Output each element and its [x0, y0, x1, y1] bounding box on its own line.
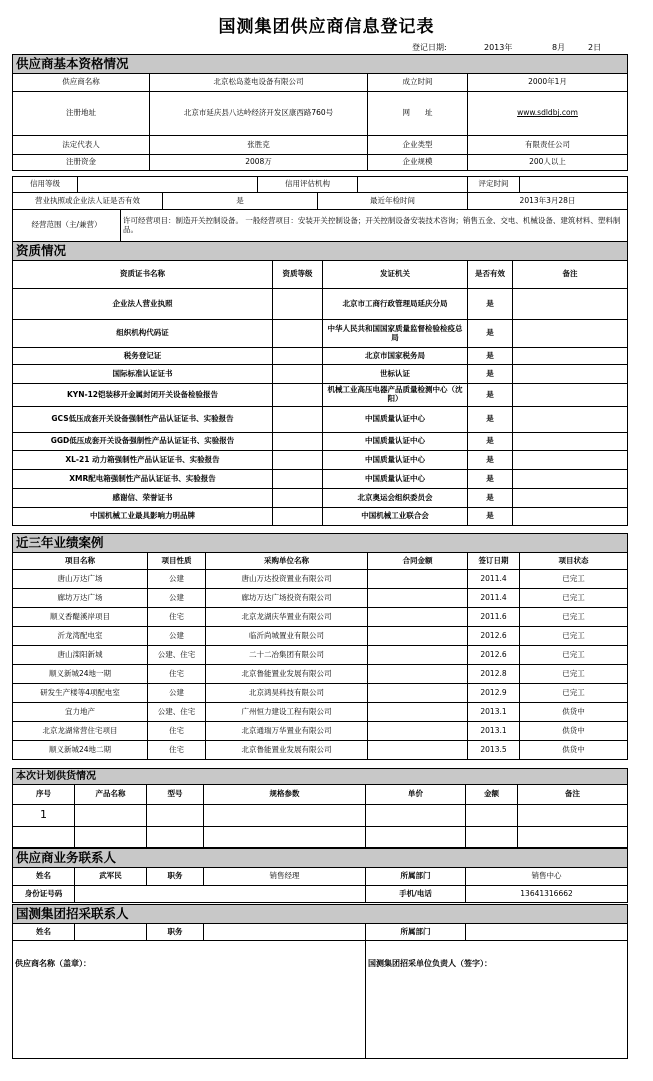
case-amount [368, 741, 468, 760]
qual-valid: 是 [468, 451, 513, 470]
page-title: 国测集团供应商信息登记表 [218, 17, 435, 37]
case-status: 供货中 [520, 722, 628, 741]
credit-label: 信用等级 [13, 177, 78, 193]
qual-valid: 是 [468, 508, 513, 526]
qual-valid: 是 [468, 365, 513, 384]
plan-header-model: 型号 [147, 785, 204, 805]
qual-header-name: 资质证书名称 [13, 261, 273, 289]
case-status: 供货中 [520, 703, 628, 722]
case-date: 2013.1 [468, 722, 520, 741]
scale-label: 企业规模 [368, 155, 468, 171]
capital-label: 注册资金 [13, 155, 150, 171]
qualification-row [13, 365, 628, 384]
qual-name: 中国机械工业最具影响力明品牌 [13, 508, 273, 526]
plan-header-price: 单价 [366, 785, 466, 805]
date-month: 8月 [552, 43, 566, 52]
qual-level [273, 384, 323, 407]
case-date: 2012.9 [468, 684, 520, 703]
case-row [13, 570, 628, 589]
contact-id-label: 身份证号码 [13, 886, 75, 903]
credit-table [12, 176, 628, 193]
case-amount [368, 589, 468, 608]
qual-issuer: 中国质量认证中心 [323, 451, 468, 470]
qual-note [513, 489, 628, 508]
qual-level [273, 348, 323, 365]
case-amount [368, 627, 468, 646]
cases-table [12, 533, 628, 760]
case-row [13, 665, 628, 684]
plan-row-no: 1 [13, 805, 75, 827]
qual-name: 组织机构代码证 [13, 320, 273, 348]
section-qualification: 资质情况 [13, 242, 628, 261]
gc-dept-label: 所属部门 [366, 924, 466, 941]
qual-name: 感谢信、荣誉证书 [13, 489, 273, 508]
annual-label: 营业执照或企业法人证是否有效 [13, 193, 163, 210]
scope-table [12, 209, 628, 242]
qual-note [513, 451, 628, 470]
case-header-buyer: 采购单位名称 [206, 553, 368, 570]
case-row [13, 627, 628, 646]
qual-issuer: 中国质量认证中心 [323, 433, 468, 451]
case-amount [368, 684, 468, 703]
qualification-row [13, 407, 628, 433]
qual-valid: 是 [468, 384, 513, 407]
date-label: 登记日期: [412, 43, 447, 52]
recent-check-label: 最近年检时间 [318, 193, 468, 210]
supplier-seal-label: 供应商名称（盖章）： [13, 941, 366, 1059]
case-buyer: 唐山万达投资置业有限公司 [206, 570, 368, 589]
qual-valid: 是 [468, 320, 513, 348]
qual-issuer: 中国质量认证中心 [323, 407, 468, 433]
case-nature: 公建 [148, 570, 206, 589]
qualification-row [13, 433, 628, 451]
qual-issuer: 机械工业高压电器产品质量检测中心（沈阳） [323, 384, 468, 407]
qual-valid: 是 [468, 348, 513, 365]
case-buyer: 广州恒力建设工程有限公司 [206, 703, 368, 722]
case-date: 2012.6 [468, 627, 520, 646]
date-year: 2013年 [484, 43, 513, 52]
case-nature: 公建 [148, 684, 206, 703]
qualification-row [13, 508, 628, 526]
name-label: 供应商名称 [13, 74, 150, 92]
qualification-table [12, 241, 628, 526]
qual-name: 税务登记证 [13, 348, 273, 365]
case-amount [368, 665, 468, 684]
case-buyer: 二十二冶集团有限公司 [206, 646, 368, 665]
qual-issuer: 北京市国家税务局 [323, 348, 468, 365]
qualification-row [13, 320, 628, 348]
case-nature: 公建 [148, 589, 206, 608]
case-buyer: 北京鸿昊科技有限公司 [206, 684, 368, 703]
plan-header-product: 产品名称 [75, 785, 147, 805]
case-amount [368, 646, 468, 665]
gc-title-label: 职务 [147, 924, 204, 941]
contact-table [12, 848, 628, 903]
case-row [13, 589, 628, 608]
legal-label: 法定代表人 [13, 136, 150, 155]
case-name: 顺义香醍溪岸项目 [13, 608, 148, 627]
qual-level [273, 470, 323, 489]
case-date: 2011.4 [468, 589, 520, 608]
contact-name: 武军民 [75, 868, 147, 886]
case-nature: 公建、住宅 [148, 646, 206, 665]
plan-header-spec: 规格参数 [204, 785, 366, 805]
qual-header-level: 资质等级 [273, 261, 323, 289]
qual-name: XL-21 动力箱强制性产品认证证书、实验报告 [13, 451, 273, 470]
qual-name: KYN-12铠装移开金属封闭开关设备检验报告 [13, 384, 273, 407]
plan-table [12, 768, 628, 848]
qual-note [513, 348, 628, 365]
case-row [13, 646, 628, 665]
case-name: 宜力地产 [13, 703, 148, 722]
case-name: 研发生产楼等4项配电室 [13, 684, 148, 703]
qual-valid: 是 [468, 407, 513, 433]
case-name: 唐山滦阳新城 [13, 646, 148, 665]
qual-level [273, 508, 323, 526]
qual-name: GCS低压成套开关设备强制性产品认证证书、实验报告 [13, 407, 273, 433]
qual-level [273, 407, 323, 433]
date-day: 2日 [588, 43, 602, 52]
capital-value: 2008万 [150, 155, 368, 171]
case-name: 北京龙湖常营住宅项目 [13, 722, 148, 741]
section-contact: 供应商业务联系人 [13, 849, 628, 868]
qualification-row [13, 489, 628, 508]
case-row [13, 608, 628, 627]
qual-valid: 是 [468, 433, 513, 451]
qual-valid: 是 [468, 289, 513, 320]
case-buyer: 临沂尚城置业有限公司 [206, 627, 368, 646]
gc-signature-label: 国测集团招采单位负责人（签字）： [366, 941, 628, 1059]
qualification-row [13, 470, 628, 489]
case-nature: 公建、住宅 [148, 703, 206, 722]
case-status: 已完工 [520, 684, 628, 703]
qual-note [513, 320, 628, 348]
contact-phone: 13641316662 [466, 886, 628, 903]
qual-note [513, 384, 628, 407]
qual-note [513, 289, 628, 320]
case-amount [368, 722, 468, 741]
case-name: 沂龙湾配电室 [13, 627, 148, 646]
qual-issuer: 北京奥运会组织委员会 [323, 489, 468, 508]
qual-note [513, 433, 628, 451]
case-nature: 住宅 [148, 608, 206, 627]
qual-level [273, 365, 323, 384]
qual-issuer: 中华人民共和国国家质量监督检验检疫总局 [323, 320, 468, 348]
case-row [13, 741, 628, 760]
case-status: 已完工 [520, 665, 628, 684]
scope-label: 经营范围（主/兼营） [13, 210, 121, 242]
section-plan: 本次计划供货情况 [13, 769, 628, 785]
annual-value: 是 [163, 193, 318, 210]
case-amount [368, 703, 468, 722]
qual-valid: 是 [468, 489, 513, 508]
plan-header-no: 序号 [13, 785, 75, 805]
case-date: 2011.4 [468, 570, 520, 589]
case-status: 已完工 [520, 627, 628, 646]
founded-label: 成立时间 [368, 74, 468, 92]
plan-header-amount: 金额 [466, 785, 518, 805]
case-nature: 公建 [148, 627, 206, 646]
case-buyer: 北京鲁能置业发展有限公司 [206, 665, 368, 684]
qual-issuer: 中国机械工业联合会 [323, 508, 468, 526]
qual-valid: 是 [468, 470, 513, 489]
qual-note [513, 470, 628, 489]
contact-phone-label: 手机/电话 [366, 886, 466, 903]
case-buyer: 北京鲁能置业发展有限公司 [206, 741, 368, 760]
case-header-amount: 合同金额 [368, 553, 468, 570]
qual-header-issuer: 发证机关 [323, 261, 468, 289]
case-header-date: 签订日期 [468, 553, 520, 570]
qualification-row [13, 348, 628, 365]
case-header-status: 项目状态 [520, 553, 628, 570]
supplier-name: 北京松岛菱电设备有限公司 [150, 74, 368, 92]
qual-header-note: 备注 [513, 261, 628, 289]
credit-org-label: 信用评估机构 [258, 177, 358, 193]
contact-title: 销售经理 [204, 868, 366, 886]
contact-dept: 销售中心 [466, 868, 628, 886]
qual-level [273, 289, 323, 320]
address-label: 注册地址 [13, 92, 150, 136]
address-value: 北京市延庆县八达岭经济开发区康西路760号 [150, 92, 368, 136]
qual-issuer: 世标认证 [323, 365, 468, 384]
website-link[interactable]: www.sdldbj.com [468, 92, 628, 136]
basic-info-table [12, 54, 628, 171]
gc-name-label: 姓名 [13, 924, 75, 941]
qualification-row [13, 289, 628, 320]
scale-value: 200人以上 [468, 155, 628, 171]
section-cases: 近三年业绩案例 [13, 534, 628, 553]
case-status: 供货中 [520, 741, 628, 760]
case-amount [368, 570, 468, 589]
case-name: 唐山万达广场 [13, 570, 148, 589]
contact-title-label: 职务 [147, 868, 204, 886]
rating-time-label: 评定时间 [468, 177, 520, 193]
qual-name: GGD低压成套开关设备强制性产品认证证书、实验报告 [13, 433, 273, 451]
qual-name: XMR配电箱强制性产品认证证书、实验报告 [13, 470, 273, 489]
website-label: 网 址 [368, 92, 468, 136]
case-buyer: 廊坊万达广场投资有限公司 [206, 589, 368, 608]
qual-level [273, 451, 323, 470]
annual-table [12, 192, 628, 210]
qual-level [273, 433, 323, 451]
qual-note [513, 407, 628, 433]
scope-value: 许可经营项目：制造开关控制设备。 一般经营项目：安装开关控制设备；开关控制设备安装技术咨询；销售五金、交电、机械设备、建筑材料、塑料制品。 [121, 210, 628, 242]
qual-note [513, 365, 628, 384]
plan-header-note: 备注 [518, 785, 628, 805]
case-row [13, 703, 628, 722]
contact-id [75, 886, 366, 903]
case-date: 2013.5 [468, 741, 520, 760]
case-date: 2011.6 [468, 608, 520, 627]
case-header-name: 项目名称 [13, 553, 148, 570]
qual-issuer: 中国质量认证中心 [323, 470, 468, 489]
case-row [13, 684, 628, 703]
case-nature: 住宅 [148, 722, 206, 741]
case-nature: 住宅 [148, 665, 206, 684]
case-buyer: 北京通瑞万华置业有限公司 [206, 722, 368, 741]
section-gc-contact: 国测集团招采联系人 [13, 905, 628, 924]
qual-issuer: 北京市工商行政管理局延庆分局 [323, 289, 468, 320]
section-basic: 供应商基本资格情况 [13, 55, 628, 74]
case-name: 顺义新城24地一期 [13, 665, 148, 684]
contact-name-label: 姓名 [13, 868, 75, 886]
case-status: 已完工 [520, 608, 628, 627]
qual-level [273, 489, 323, 508]
case-nature: 住宅 [148, 741, 206, 760]
case-name: 廊坊万达广场 [13, 589, 148, 608]
qual-name: 企业法人营业执照 [13, 289, 273, 320]
case-date: 2012.8 [468, 665, 520, 684]
recent-check-value: 2013年3月28日 [468, 193, 628, 210]
case-date: 2013.1 [468, 703, 520, 722]
case-amount [368, 608, 468, 627]
qual-header-valid: 是否有效 [468, 261, 513, 289]
qual-level [273, 320, 323, 348]
legal-value: 张胜克 [150, 136, 368, 155]
qual-note [513, 508, 628, 526]
gc-contact-table [12, 904, 628, 1059]
case-header-nature: 项目性质 [148, 553, 206, 570]
case-buyer: 北京龙湖庆华置业有限公司 [206, 608, 368, 627]
founded-value: 2000年1月 [468, 74, 628, 92]
type-label: 企业类型 [368, 136, 468, 155]
type-value: 有限责任公司 [468, 136, 628, 155]
case-name: 顺义新城24地二期 [13, 741, 148, 760]
contact-dept-label: 所属部门 [366, 868, 466, 886]
case-row [13, 722, 628, 741]
qualification-row [13, 451, 628, 470]
case-status: 已完工 [520, 646, 628, 665]
case-status: 已完工 [520, 589, 628, 608]
case-status: 已完工 [520, 570, 628, 589]
qual-name: 国际标准认证证书 [13, 365, 273, 384]
case-date: 2012.6 [468, 646, 520, 665]
qualification-row [13, 384, 628, 407]
